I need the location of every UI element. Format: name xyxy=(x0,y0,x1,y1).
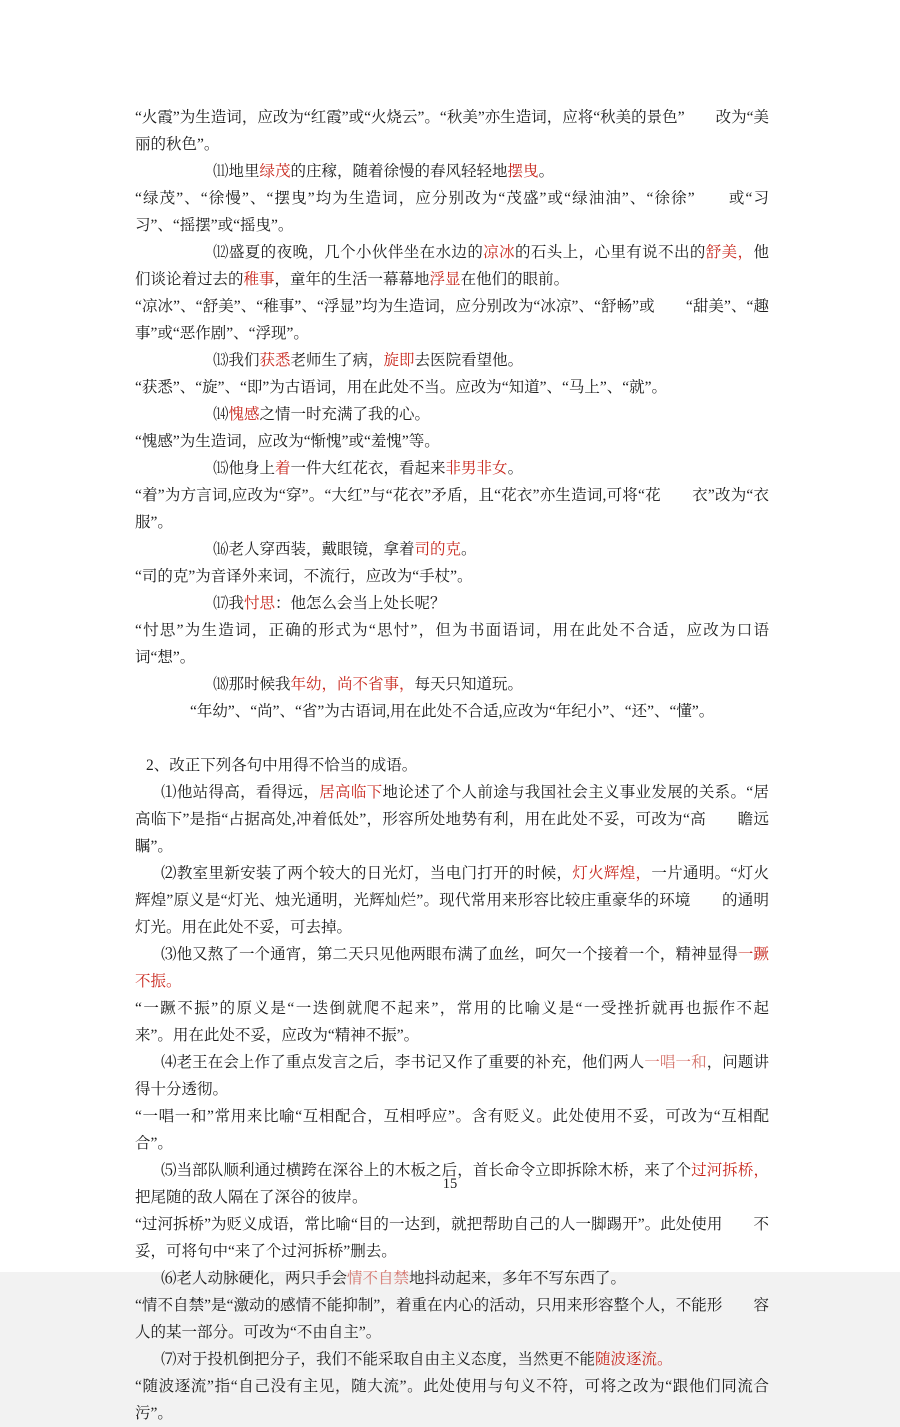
text-run: 愧感 xyxy=(228,406,260,423)
text-run: 着 xyxy=(275,460,291,477)
paragraph xyxy=(135,590,769,617)
text-run: “情不自禁”是“激动的感情不能抑制”，着重在内心的活动，只用来形容整个人，不能形 容人的某一部分。可改为“不由自主”。 xyxy=(135,1297,769,1341)
paragraph xyxy=(135,779,769,860)
text-run: 居高临下 xyxy=(319,784,383,801)
paragraph xyxy=(135,995,801,1049)
text-run: ⑿盛夏的夜晚，几个小伙伴坐在水边的 xyxy=(213,244,484,261)
text-run: ⒅那时候我 xyxy=(213,676,291,693)
text-run: ⑺对于投机倒把分子，我们不能采取自由主义态度，当然更不能 xyxy=(161,1351,596,1368)
text-run: ⑸当部队顺利通过横跨在深谷上的木板之后，首长命令立即拆除木桥，来了个 xyxy=(161,1162,692,1179)
text-run: “获悉”、“旋”、“即”为古语词，用在此处不当。应改为“知道”、“马上”、“就”。 xyxy=(135,379,668,396)
text-run: 稚事 xyxy=(243,271,275,288)
text-run: “着”为方言词,应改为“穿”。“大红”与“花衣”矛盾，且“花衣”亦生造词,可将“花 衣”改为“衣服”。 xyxy=(135,487,769,531)
paragraph xyxy=(135,104,769,158)
text-run: 去医院看望他。 xyxy=(414,352,524,369)
text-run: “司的克”为音译外来词，不流行，应改为“手杖”。 xyxy=(135,568,473,585)
paragraph xyxy=(135,482,769,536)
text-run: 过河拆桥， xyxy=(691,1162,769,1179)
text-run: “火霞”为生造词，应改为“红霞”或“火烧云”。“秋美”亦生造词，应将“秋美的景色” 改为“美丽的秋色”。 xyxy=(135,109,769,153)
paragraph xyxy=(135,401,769,428)
text-run: 。 xyxy=(507,460,524,477)
text-run: 的庄稼，随着徐慢的春风轻轻地 xyxy=(290,163,508,180)
text-run: 一唱一和 xyxy=(644,1054,707,1071)
text-run: ⑷老王在会上作了重点发言之后，李书记又作了重要的补充，他们两人 xyxy=(161,1054,645,1071)
text-run: 司的克 xyxy=(414,541,462,558)
text-run: 在他们的眼前。 xyxy=(460,271,570,288)
text-run: ：他怎么会当上处长呢？ xyxy=(275,595,446,612)
paragraph xyxy=(135,185,769,239)
paragraph xyxy=(135,860,769,941)
text-run: “一蹶不振”的原义是“一迭倒就爬不起来”，常用的比喻义是“一受挫折就再也振作不起 来”。用在此处不妥，应改为“精神不振”。 xyxy=(135,1000,801,1044)
paragraph xyxy=(135,536,769,563)
paragraph xyxy=(135,698,769,725)
paragraph xyxy=(135,752,769,779)
text-run: ⑴他站得高，看得远， xyxy=(161,784,320,801)
paragraph xyxy=(135,293,769,347)
paragraph xyxy=(135,671,769,698)
text-run: ⑶他又熬了一个通宵，第二天只见他两眼布满了血丝，呵欠一个接着一个，精神显得 xyxy=(161,946,738,963)
text-run: ⒃老人穿西装，戴眼镜，拿着 xyxy=(213,541,415,558)
text-run: 灯火辉煌， xyxy=(572,865,652,882)
text-run: 非男非女 xyxy=(445,460,508,477)
text-run: “绿茂”、“徐慢”、“摆曳”均为生造词，应分别改为“茂盛”或“绿油油”、“徐徐” 或“习习”、“摇摆”或“摇曳”。 xyxy=(135,190,769,234)
text-run: “愧感”为生造词，应改为“惭愧”或“羞愧”等。 xyxy=(135,433,440,450)
paragraph xyxy=(135,347,769,374)
page-number: 15 xyxy=(442,1176,458,1192)
text-run: 年幼，尚不省事， xyxy=(290,676,415,693)
paragraph xyxy=(135,617,801,671)
text-run: “过河拆桥”为贬义成语，常比喻“目的一达到，就把帮助自己的人一脚踢开”。此处使用 不妥，可将句中“来了个过河拆桥”删去。 xyxy=(135,1216,769,1260)
paragraph xyxy=(135,1292,769,1346)
text-run: 他们谈论着过去的 xyxy=(135,244,769,288)
text-run: ⒀我们 xyxy=(213,352,260,369)
paragraph xyxy=(135,1373,769,1427)
text-run: 获悉 xyxy=(259,352,291,369)
text-run: 之情一时充满了我的心。 xyxy=(259,406,431,423)
text-run: 摆曳 xyxy=(507,163,539,180)
paragraph xyxy=(135,1049,769,1103)
text-run: 每天只知道玩。 xyxy=(414,676,524,693)
text-run: ⑾地里 xyxy=(213,163,260,180)
text-run: ，问题讲得十分透彻。 xyxy=(135,1054,769,1098)
text-run: 老师生了病， xyxy=(290,352,384,369)
text-run: ，童年的生活一幕幕地 xyxy=(274,271,430,288)
document-body xyxy=(135,104,801,1427)
paragraph xyxy=(135,374,769,401)
paragraph xyxy=(135,239,769,293)
text-run: 一件大红花衣，看起来 xyxy=(290,460,446,477)
paragraph xyxy=(135,563,769,590)
text-run: ⒂他身上 xyxy=(213,460,276,477)
text-run: 凉冰 xyxy=(483,244,516,261)
text-run: 浮显 xyxy=(429,271,461,288)
text-run: 。 xyxy=(461,541,477,558)
text-run: ⒁ xyxy=(213,406,229,423)
text-run: ⑵教室里新安装了两个较大的日光灯，当电门打开的时候， xyxy=(161,865,573,882)
text-run: 地论述了个人前途与我国社会主义事业发展的关系。“居高临下”是指“占据高处,冲着低处”，形容所处地势有利，用在此处不妥，可改为“高 瞻远瞩”。 xyxy=(135,784,769,855)
text-run: ⒄我 xyxy=(213,595,245,612)
text-run: 绿茂 xyxy=(259,163,291,180)
paragraph xyxy=(135,455,769,482)
text-run: 地抖动起来，多年不写东西了。 xyxy=(409,1270,627,1287)
paragraph xyxy=(135,1103,769,1157)
paragraph xyxy=(135,1265,769,1292)
text-run: 忖思 xyxy=(244,595,276,612)
text-run: ⑹老人动脉硬化，两只手会 xyxy=(161,1270,348,1287)
text-run: “凉冰”、“舒美”、“稚事”、“浮显”均为生造词，应分别改为“冰凉”、“舒畅”或 “甜美”、“趣事”或“恶作剧”、“浮现”。 xyxy=(135,298,769,342)
paragraph xyxy=(135,941,769,995)
text-run: “年幼”、“尚”、“省”为古语词,用在此处不合适,应改为“年纪小”、“还”、“懂”。 xyxy=(190,703,715,720)
text-run: 情不自禁 xyxy=(347,1270,410,1287)
text-run: 的石头上，心里有说不出的 xyxy=(515,244,706,261)
text-run: 。 xyxy=(538,163,555,180)
text-run: 随波逐流。 xyxy=(595,1351,673,1368)
paragraph xyxy=(135,428,769,455)
text-run: 一片通明。“灯火辉煌”原义是“灯光、烛光通明，光辉灿烂”。现代常用来形容比较庄重豪华的环境 的通明灯光。用在此处不妥，可去掉。 xyxy=(135,865,769,936)
text-run: 旋即 xyxy=(383,352,415,369)
text-run: 2、改正下列各句中用得不恰当的成语。 xyxy=(146,757,418,774)
paragraph xyxy=(135,158,769,185)
paragraph xyxy=(135,1346,769,1373)
text-run: 把尾随的敌人隔在了深谷的彼岸。 xyxy=(135,1189,368,1206)
paragraph xyxy=(135,1211,769,1265)
text-run: 舒美， xyxy=(705,244,754,261)
text-run: “随波逐流”指“自己没有主见，随大流”。此处使用与句义不符，可将之改为“跟他们同流合污”。 xyxy=(135,1378,769,1422)
text-run: 一蹶不振。 xyxy=(135,946,769,990)
text-run: “一唱一和”常用来比喻“互相配合，互相呼应”。含有贬义。此处使用不妥，可改为“互相配合”。 xyxy=(135,1108,769,1152)
text-run: “忖思”为生造词，正确的形式为“思忖”，但为书面语词，用在此处不合适，应改为口语 词“想”。 xyxy=(135,622,801,666)
